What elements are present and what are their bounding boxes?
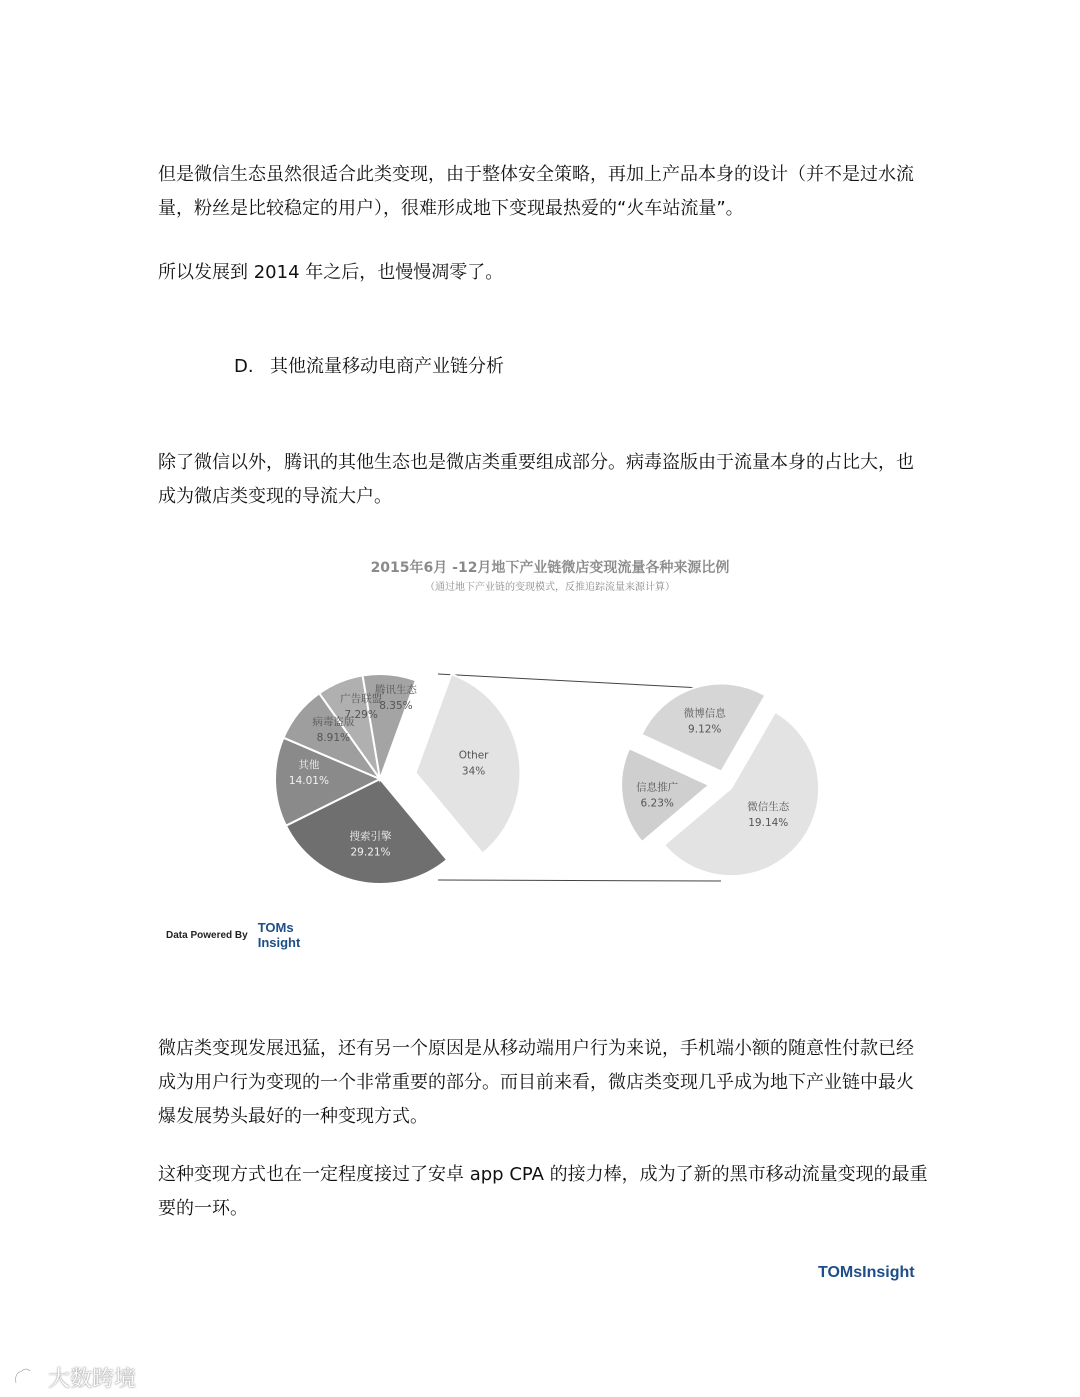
section-heading (234, 352, 504, 382)
main-value-label-3: 8.91% (316, 732, 351, 745)
detail-label-0: 微信生态 (747, 801, 790, 814)
section-heading-number: D. (234, 356, 254, 377)
chart-title: 2015年6月 -12月地下产业链微店变现流量各种来源比例 (370, 560, 730, 576)
data-credit (166, 920, 300, 950)
brand-logo: TOMsInsight (818, 1264, 915, 1281)
main-label-0: Other (458, 749, 489, 762)
paragraph-cpa-baton: 这种变现方式也在一定程度接过了安卓 app CPA 的接力棒，成为了新的黑市移动流量变现的最重要的一环。 (158, 1164, 928, 1219)
main-value-label-0: 34% (461, 765, 486, 778)
detail-value-label-1: 6.23% (640, 797, 674, 810)
main-label-4: 广告联盟 (340, 692, 383, 705)
watermark-logo-icon (12, 1365, 42, 1391)
credit-logo (258, 920, 301, 950)
traffic-source-pie-chart (150, 548, 840, 968)
main-label-2: 其他 (298, 758, 320, 771)
paragraph-wechat-ecosystem: 但是微信生态虽然很适合此类变现，由于整体安全策略，再加上产品本身的设计（并不是过水流量，粉丝是比较稳定的用户），很难形成地下变现最热爱的“火车站流量”。 (158, 164, 914, 219)
main-slice-0 (415, 674, 520, 853)
credit-prefix: Data Powered By (166, 929, 248, 941)
main-label-5: 腾讯生态 (374, 684, 417, 697)
paragraph-growth-reasons: 微店类变现发展迅猛，还有另一个原因是从移动端用户行为来说，手机端小额的随意性付款已经成为用户行为变现的一个非常重要的部分。而目前来看，微店类变现几乎成为地下产业链中最火爆发展势头最好的一种变现方式。 (158, 1038, 914, 1127)
detail-label-1: 信息推广 (636, 781, 679, 794)
detail-label-2: 微博信息 (683, 707, 726, 720)
connector-top-line (438, 674, 721, 689)
section-heading-text: 其他流量移动电商产业链分析 (270, 356, 504, 377)
main-value-label-4: 7.29% (344, 708, 378, 721)
credit-logo-line2: Insight (257, 935, 301, 950)
detail-value-label-2: 9.12% (688, 723, 722, 736)
main-value-label-2: 14.01% (288, 774, 329, 787)
watermark-text: 大数跨境 (48, 1367, 137, 1392)
main-label-3: 病毒盗版 (312, 716, 355, 729)
main-value-label-1: 29.21% (350, 846, 391, 859)
main-value-label-5: 8.35% (379, 700, 413, 713)
main-label-1: 搜索引擎 (349, 830, 392, 843)
connector-bottom-line (438, 880, 721, 881)
watermark (12, 1362, 136, 1393)
paragraph-decline: 所以发展到 2014 年之后，也慢慢凋零了。 (158, 262, 504, 283)
credit-logo-line1: TOMs (257, 920, 294, 935)
detail-value-label-0: 19.14% (748, 817, 789, 830)
paragraph-tencent-ecosystem: 除了微信以外，腾讯的其他生态也是微店类重要组成部分。病毒盗版由于流量本身的占比大，也成为微店类变现的导流大户。 (158, 452, 914, 507)
chart-subtitle: （通过地下产业链的变现模式，反推追踪流量来源计算） (425, 582, 675, 593)
